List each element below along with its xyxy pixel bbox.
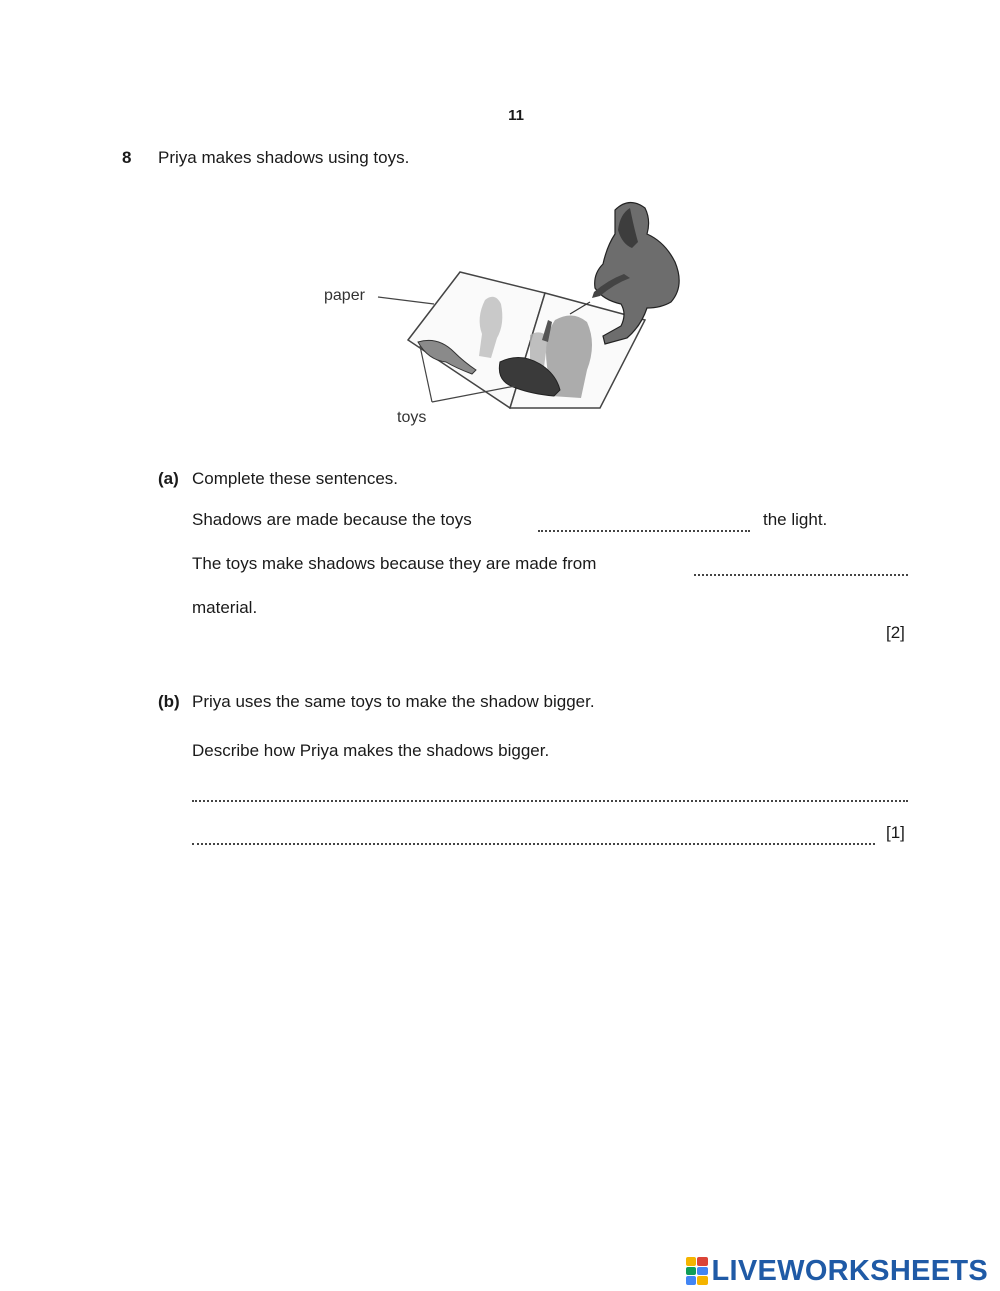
blank-1-line [538, 530, 750, 532]
part-a-sentence2-start: The toys make shadows because they are made from [192, 554, 597, 573]
liveworksheets-logo[interactable] [686, 1254, 989, 1288]
part-a-sentence1-end: the light. [763, 510, 828, 529]
part-a-label: (a) [158, 469, 179, 488]
blank-2-input[interactable] [694, 552, 912, 574]
liveworksheets-brand-name: LIVEWORKSHEETS [711, 1254, 988, 1287]
liveworksheets-logo-icon [686, 1257, 708, 1285]
part-a-marks: [2] [886, 623, 905, 642]
part-a-sentence1-start: Shadows are made because the toys [192, 510, 472, 529]
part-b-statement: Priya uses the same toys to make the shadow bigger. [192, 692, 595, 711]
paper-label: paper [324, 287, 365, 304]
answer-line-2-input[interactable] [192, 821, 879, 843]
part-b-instruction: Describe how Priya makes the shadows bigger. [192, 741, 550, 760]
shadow-illustration [300, 190, 730, 440]
blank-2-line [694, 574, 908, 576]
toys-label: toys [397, 409, 427, 426]
part-b-marks: [1] [886, 823, 905, 842]
part-a-instruction: Complete these sentences. [192, 469, 399, 488]
page-number: 11 [508, 107, 524, 124]
part-b-label: (b) [158, 692, 180, 711]
answer-line-1 [192, 800, 908, 802]
blank-1-input[interactable] [538, 508, 754, 530]
answer-line-2 [192, 843, 875, 845]
part-a-sentence2-end: material. [192, 598, 258, 617]
question-stem: Priya makes shadows using toys. [158, 148, 410, 167]
question-number: 8 [122, 148, 132, 167]
answer-line-1-input[interactable] [192, 778, 912, 800]
shadow-drawing [300, 190, 730, 440]
